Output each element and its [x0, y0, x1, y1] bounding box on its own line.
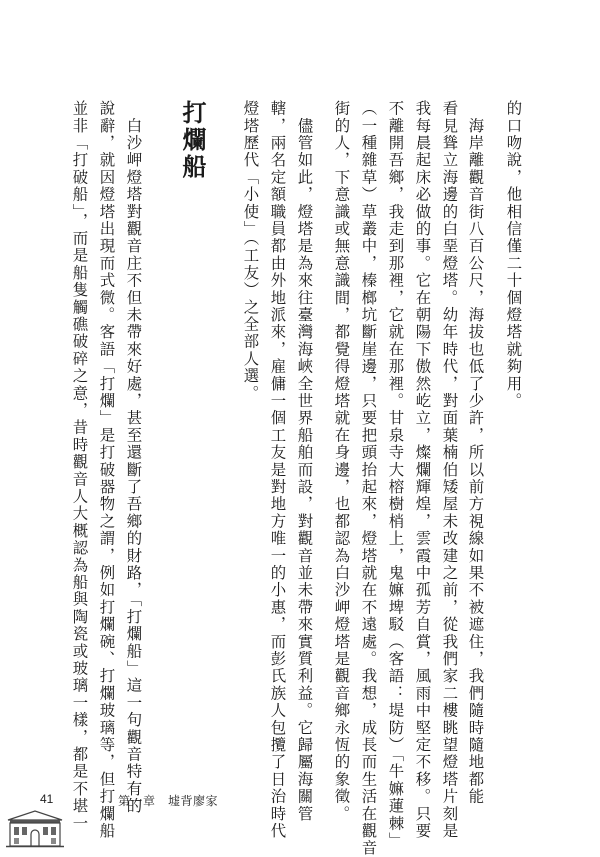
text-column-7: 街的人，下意識或無意識間，都覺得燈塔就在身邊，也都認為白沙岬燈塔是觀音鄉永恆的象徵。: [332, 100, 351, 823]
text-column-1: 的口吻說，他相信僅二十個燈塔就夠用。: [504, 100, 523, 410]
text-column-2: 海岸離觀音街八百公尺，海拔也低了少許，所以前方視線如果不被遮住，我們隨時隨地都能: [466, 100, 485, 806]
text-column-5: 不離開吾鄉，我走到那裡，它就在那裡。甘泉寺大榕樹梢上，鬼嫲埤駁（客語：堤防）「牛嫲蓮棘」: [386, 100, 405, 850]
text-column-13: 並非「打破船」，而是船隻觸礁破碎之意，昔時觀音人大概認為船與陶瓷或玻璃一樣，都是不堪一: [70, 100, 89, 832]
text-column-3: 看見聳立海邊的白堊燈塔。幼年時代，對面葉楠伯矮屋未改建之前，從我們家二樓眺望燈塔片刻是: [440, 100, 459, 840]
text-column-8: 儘管如此，燈塔是為來往臺灣海峽全世界船舶而設，對觀音並未帶來實質利益。它歸屬海關管: [295, 100, 314, 823]
running-footer-chapter: 第一章 墟背廖家: [118, 794, 219, 808]
building-icon: [6, 808, 64, 848]
text-column-10: 燈塔歷代「小使」（工友）之全部人選。: [241, 100, 260, 402]
text-column-11: 白沙岬燈塔對觀音庄不但未帶來好處，甚至還斷了吾鄉的財路，「打爛船」這一句觀音特有的: [124, 100, 143, 815]
section-title: 打爛船: [178, 100, 206, 181]
text-column-6: （一種雜草）草叢中，榛榔坑斷崖邊，只要把頭抬起來，燈塔就在不遠處。我想，成長而生活在觀音: [359, 100, 378, 857]
text-column-4: 我每晨起床必做的事。它在朝陽下傲然屹立，燦爛輝煌，雲霞中孤芳自賞，風雨中堅定不移。只要: [413, 100, 432, 840]
page-number: 41: [40, 792, 54, 806]
text-column-12: 說辭，就因燈塔出現而式微。客語「打爛」是打破器物之謂，例如打爛碗、打爛玻璃等，但打爛船: [97, 100, 116, 840]
text-column-9: 轄，兩名定額職員都由外地派來，雇傭一個工友是對地方唯一的小惠，而彭氏族人包攬了日治時代: [268, 100, 287, 840]
